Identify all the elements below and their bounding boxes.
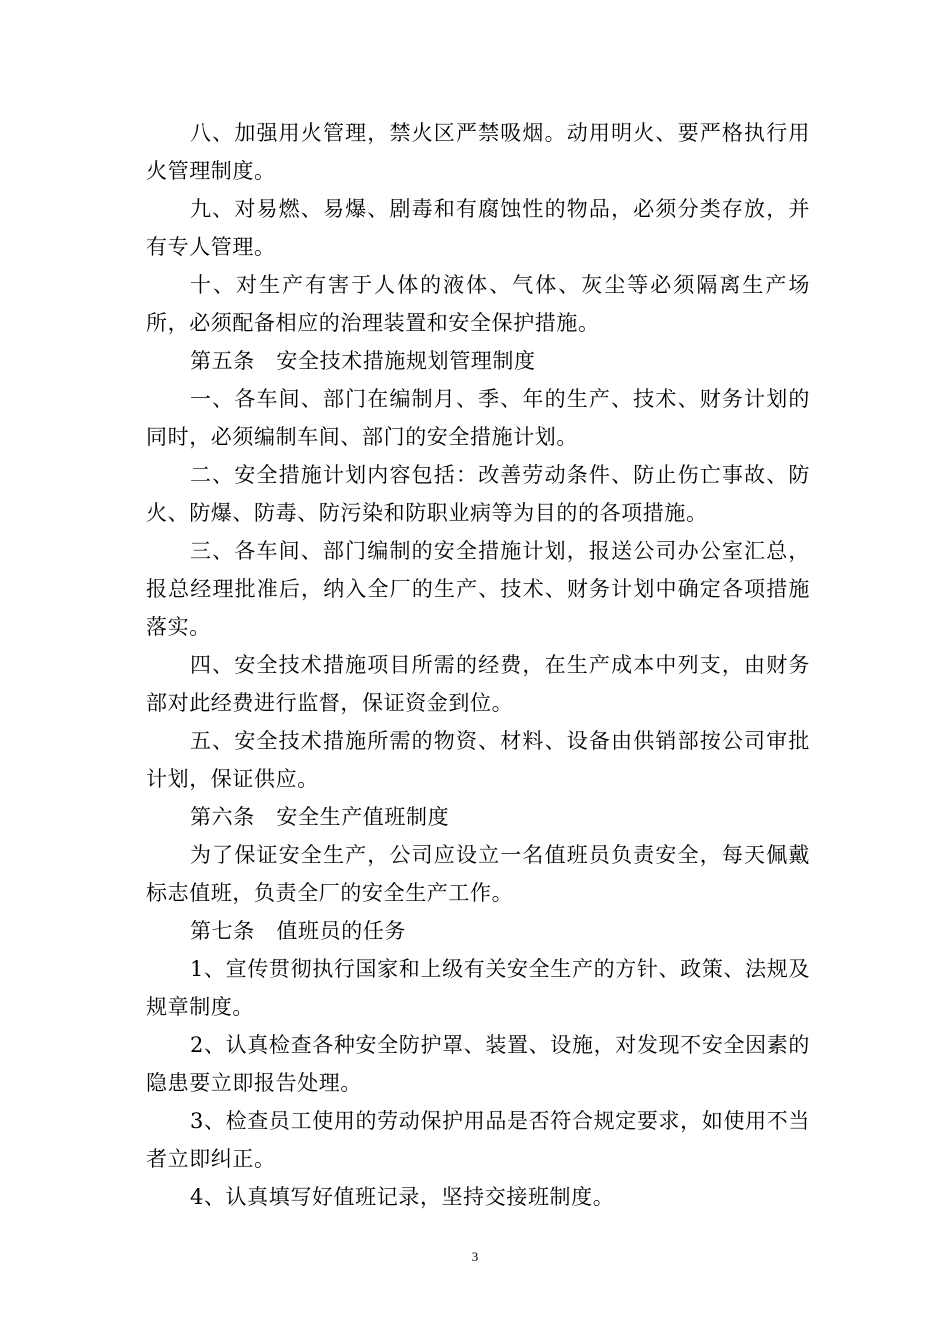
- paragraph-article7-item-1: 1、宣传贯彻执行国家和上级有关安全生产的方针、政策、法规及规章制度。: [146, 957, 810, 1019]
- paragraph-item-8: 八、加强用火管理，禁火区严禁吸烟。动用明火、要严格执行用火管理制度。: [146, 121, 810, 183]
- paragraph-article5-item-5: 五、安全技术措施所需的物资、材料、设备由供销部按公司审批计划，保证供应。: [146, 729, 810, 791]
- paragraph-article7-item-4: 4、认真填写好值班记录，坚持交接班制度。: [190, 1185, 615, 1209]
- paragraph-item-9: 九、对易燃、易爆、剧毒和有腐蚀性的物品，必须分类存放，并有专人管理。: [146, 197, 810, 259]
- paragraph-article5-item-3: 三、各车间、部门编制的安全措施计划，报送公司办公室汇总，报总经理批准后，纳入全厂的生产、技术、财务计划中确定各项措施落实。: [146, 539, 810, 639]
- paragraph-article7-item-3: 3、检查员工使用的劳动保护用品是否符合规定要求，如使用不当者立即纠正。: [146, 1109, 810, 1171]
- paragraph-article7-item-2: 2、认真检查各种安全防护罩、装置、设施，对发现不安全因素的隐患要立即报告处理。: [146, 1033, 810, 1095]
- paragraph-item-10: 十、对生产有害于人体的液体、气体、灰尘等必须隔离生产场所，必须配备相应的治理装置和安全保护措施。: [146, 273, 810, 335]
- page-number: 3: [471, 1249, 479, 1264]
- document-body: [146, 114, 810, 1216]
- article-heading-5: 第五条 安全技术措施规划管理制度: [190, 349, 536, 373]
- article-heading-6: 第六条 安全生产值班制度: [190, 805, 450, 829]
- paragraph-article5-item-2: 二、安全措施计划内容包括：改善劳动条件、防止伤亡事故、防火、防爆、防毒、防污染和防职业病等为目的的各项措施。: [146, 463, 810, 525]
- paragraph-article5-item-4: 四、安全技术措施项目所需的经费，在生产成本中列支，由财务部对此经费进行监督，保证资金到位。: [146, 653, 810, 715]
- paragraph-article5-item-1: 一、各车间、部门在编制月、季、年的生产、技术、财务计划的同时，必须编制车间、部门的安全措施计划。: [146, 387, 810, 449]
- article-heading-7: 第七条 值班员的任务: [190, 919, 406, 943]
- paragraph-article6-item-1: 为了保证安全生产，公司应设立一名值班员负责安全，每天佩戴标志值班，负责全厂的安全生产工作。: [146, 843, 810, 905]
